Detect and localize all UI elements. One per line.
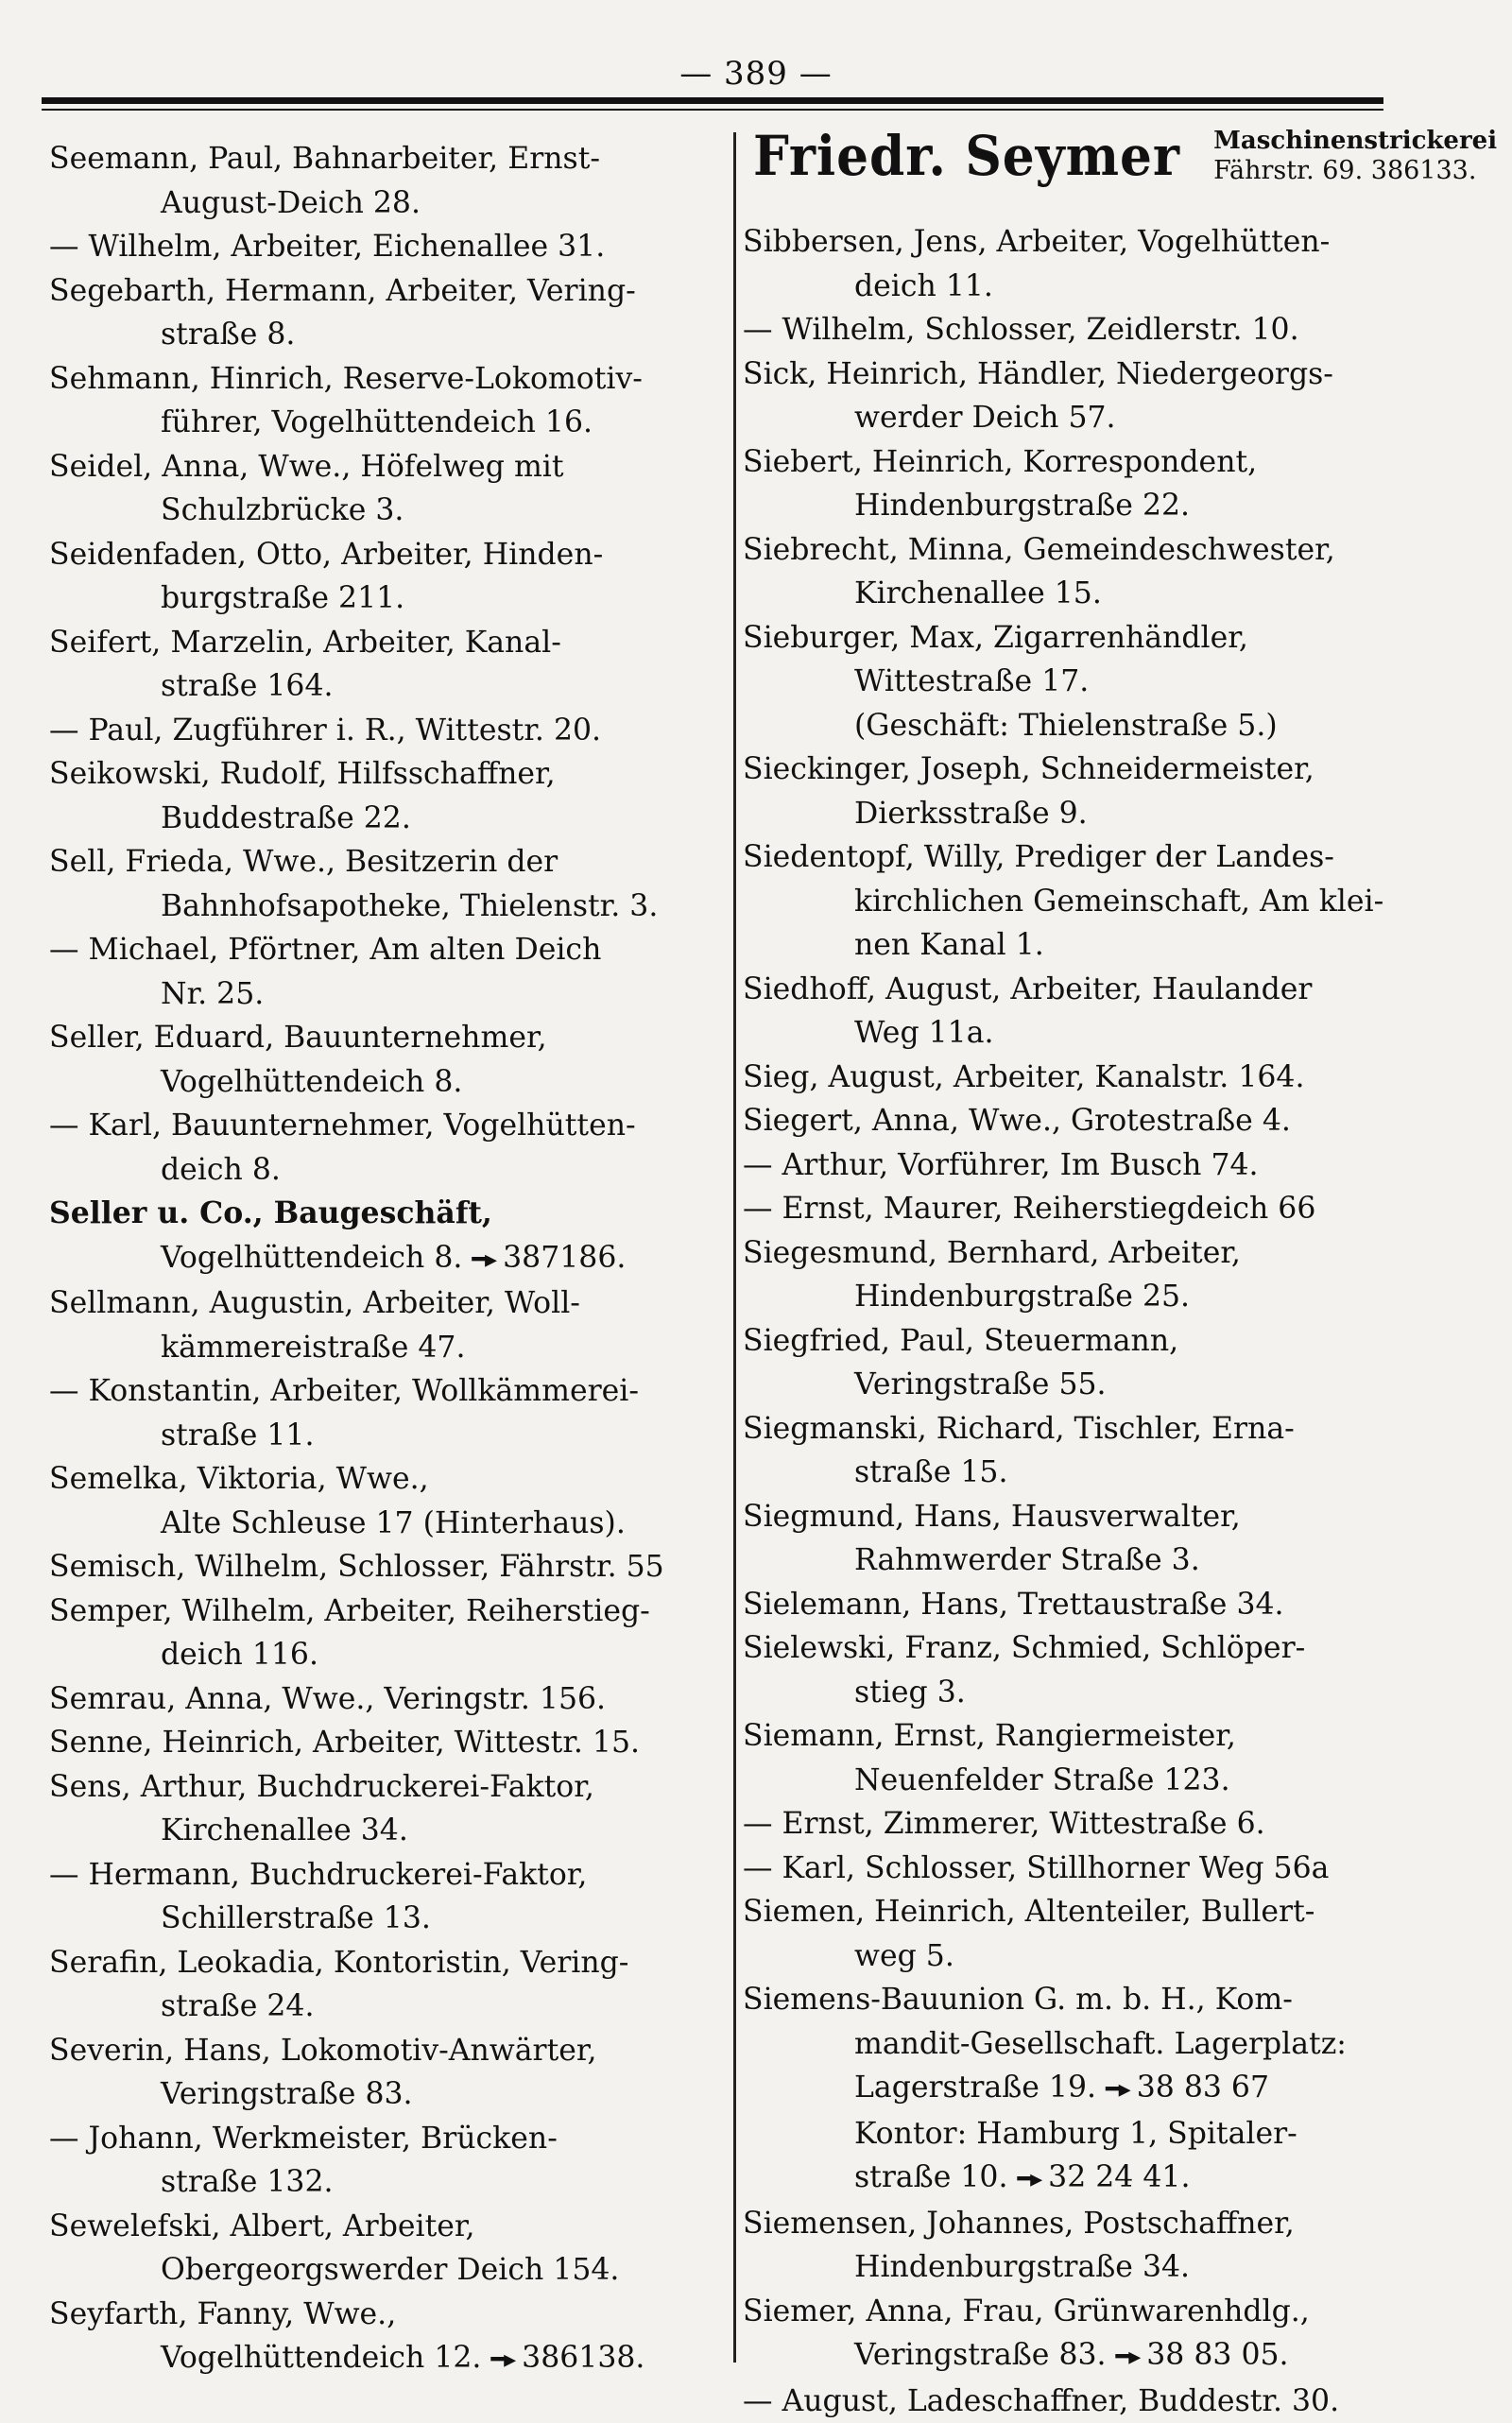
entry-text: Siegert, Anna, Wwe., Grotestraße 4.: [743, 1104, 1291, 1138]
directory-entry: [49, 1721, 711, 1765]
entry-text: straße 132.: [161, 2165, 334, 2199]
directory-entry: [49, 2117, 711, 2205]
entry-name-line: [743, 2380, 1404, 2423]
directory-entry: [743, 1143, 1404, 1188]
directory-entry: [743, 440, 1404, 528]
entry-text: stieg 3.: [854, 1675, 966, 1710]
entry-name-line: [49, 1765, 711, 1810]
entry-text: Obergeorgswerder Deich 154.: [161, 2253, 619, 2287]
entry-name-line: [743, 1319, 1404, 1364]
entry-text: — Wilhelm, Arbeiter, Eichenallee 31.: [49, 230, 605, 264]
entry-name-line: [49, 357, 711, 402]
entry-text: August-Deich 28.: [161, 186, 421, 220]
directory-entry: [743, 748, 1404, 835]
entry-continuation-line: [49, 2248, 711, 2293]
left-column: [49, 137, 711, 2382]
entry-text: Buddestraße 22.: [161, 801, 411, 835]
entry-text: Sehmann, Hinrich, Reserve-Lokomotiv-: [49, 362, 643, 396]
entry-text: Kontor: Hamburg 1, Spitaler-: [854, 2117, 1297, 2151]
entry-continuation-line: [743, 1934, 1404, 1979]
entry-text: — Johann, Werkmeister, Brücken-: [49, 2122, 558, 2156]
entry-text: Schillerstraße 13.: [161, 1901, 431, 1935]
entry-text: Seidenfaden, Otto, Arbeiter, Hinden-: [49, 538, 603, 572]
entry-text: Vogelhüttendeich 8.: [161, 1065, 462, 1099]
directory-entry: [743, 1407, 1404, 1495]
entry-text: mandit-Gesellschaft. Lagerplatz:: [854, 2027, 1347, 2061]
entry-continuation-line: [49, 1236, 711, 1282]
ad-address-phone: Fährstr. 69. 386133.: [1213, 156, 1497, 186]
entry-name-line: [743, 1143, 1404, 1188]
entry-continuation-line: [49, 1809, 711, 1853]
entry-continuation-line: [743, 1538, 1404, 1583]
entry-continuation-line: [743, 1671, 1404, 1715]
entry-text: straße 15.: [854, 1455, 1007, 1489]
directory-entry: [49, 1192, 711, 1281]
directory-entry: [49, 709, 711, 753]
directory-entry: [49, 1590, 711, 1677]
entry-text: Siemensen, Johannes, Postschaffner,: [743, 2207, 1295, 2241]
entry-continuation-line: [49, 1633, 711, 1677]
entry-text: — Arthur, Vorführer, Im Busch 74.: [743, 1148, 1259, 1182]
phone-number: 32 24 41.: [1048, 2160, 1190, 2194]
entry-text: Sibbersen, Jens, Arbeiter, Vogelhütten-: [743, 225, 1330, 259]
entry-text: Neuenfelder Straße 123.: [854, 1763, 1230, 1797]
entry-text: Seemann, Paul, Bahnarbeiter, Ernst-: [49, 142, 600, 176]
entry-name-line: [743, 2202, 1404, 2246]
entry-text: Siemens-Bauunion G. m. b. H., Kom-: [743, 1983, 1293, 2017]
directory-entry: [49, 445, 711, 533]
entry-name-line: [743, 1802, 1404, 1847]
directory-entry: [49, 269, 711, 357]
entry-continuation-line: [49, 1897, 711, 1941]
entry-text: kämmereistraße 47.: [161, 1331, 465, 1365]
entry-text: Sielewski, Franz, Schmied, Schlöper-: [743, 1631, 1305, 1665]
directory-entry: [49, 1281, 711, 1369]
directory-entry: [743, 1099, 1404, 1143]
directory-entry: [743, 2290, 1404, 2380]
phone-number: 387186.: [503, 1241, 626, 1275]
directory-entry: [49, 137, 711, 225]
entry-name-line: [743, 352, 1404, 397]
entry-name-line: [743, 308, 1404, 352]
entry-text: — August, Ladeschaffner, Buddestr. 30.: [743, 2384, 1339, 2418]
entry-name-line: [49, 445, 711, 490]
entry-name-line: [743, 1056, 1404, 1100]
directory-entry: [49, 1104, 711, 1192]
entry-continuation-line: [49, 489, 711, 533]
entry-name-line: [49, 1545, 711, 1590]
directory-entry: [49, 752, 711, 840]
entry-text: — Paul, Zugführer i. R., Wittestr. 20.: [49, 713, 601, 748]
entry-text: Sellmann, Augustin, Arbeiter, Woll-: [49, 1286, 580, 1320]
entry-text: Senne, Heinrich, Arbeiter, Wittestr. 15.: [49, 1726, 640, 1760]
entry-continuation-line: [49, 2336, 711, 2382]
entry-continuation-line: [743, 396, 1404, 440]
directory-entry: [743, 308, 1404, 352]
entry-name-line: [49, 1721, 711, 1765]
entry-text: Rahmwerder Straße 3.: [854, 1543, 1200, 1577]
entry-name-line: [49, 752, 711, 797]
telephone-icon: ━▸: [490, 2346, 514, 2374]
directory-entry: [743, 1802, 1404, 1847]
directory-entry: [743, 1714, 1404, 1802]
entry-text: Sick, Heinrich, Händler, Niedergeorgs-: [743, 357, 1333, 391]
entry-continuation-line: [743, 2112, 1404, 2157]
entry-text: Hindenburgstraße 25.: [854, 1280, 1190, 1314]
entry-name-line: [743, 1714, 1404, 1759]
entry-name-line: [743, 440, 1404, 485]
entry-text: Siemer, Anna, Frau, Grünwarenhdlg.,: [743, 2294, 1310, 2328]
directory-entry: [49, 1369, 711, 1457]
entry-continuation-line: [49, 1502, 711, 1546]
entry-name-line: [743, 1626, 1404, 1671]
directory-entry: [743, 1626, 1404, 1714]
entry-continuation-line: [743, 2022, 1404, 2067]
entry-text: Siegfried, Paul, Steuermann,: [743, 1324, 1178, 1358]
advertisement-box: [740, 119, 1392, 193]
entry-continuation-line: [49, 1985, 711, 2029]
entry-continuation-line: [743, 880, 1404, 924]
entry-name-line: [49, 533, 711, 577]
entry-name-line: [743, 616, 1404, 661]
entry-name-line: [49, 1677, 711, 1722]
entry-text: — Wilhelm, Schlosser, Zeidlerstr. 10.: [743, 313, 1299, 347]
telephone-icon: ━▸: [1017, 2165, 1040, 2193]
entry-text: Kirchenallee 15.: [854, 576, 1102, 610]
entry-name-line: [49, 2205, 711, 2249]
entry-text: Sieckinger, Joseph, Schneidermeister,: [743, 752, 1314, 786]
entry-text: führer, Vogelhüttendeich 16.: [161, 405, 593, 439]
entry-continuation-line: [743, 792, 1404, 836]
directory-entry: [743, 220, 1404, 308]
directory-entry: [49, 1545, 711, 1590]
entry-text: Vogelhüttendeich 12.: [161, 2341, 481, 2375]
entry-text: werder Deich 57.: [854, 401, 1116, 435]
entry-name-line: [743, 1407, 1404, 1452]
directory-entry: [743, 1056, 1404, 1100]
entry-continuation-line: [743, 2333, 1404, 2380]
entry-name-line: [743, 1187, 1404, 1231]
directory-entry: [743, 1890, 1404, 1978]
entry-name-line: [743, 748, 1404, 792]
entry-text: — Ernst, Zimmerer, Wittestraße 6.: [743, 1807, 1265, 1841]
directory-entry: [49, 1853, 711, 1941]
entry-name-line: [49, 1590, 711, 1634]
entry-continuation-line: [743, 1451, 1404, 1495]
entry-text: Sieburger, Max, Zigarrenhändler,: [743, 621, 1248, 655]
entry-continuation-line: [49, 2072, 711, 2117]
entry-name-line: [49, 840, 711, 885]
directory-entry: [49, 357, 711, 445]
entry-text: Severin, Hans, Lokomotiv-Anwärter,: [49, 2034, 597, 2068]
entry-name-line: [49, 2117, 711, 2161]
entry-text: Siemen, Heinrich, Altenteiler, Bullert-: [743, 1895, 1314, 1929]
entry-name-line: [49, 269, 711, 314]
entry-text: — Ernst, Maurer, Reiherstiegdeich 66: [743, 1192, 1315, 1226]
entry-text: Veringstraße 55.: [854, 1367, 1107, 1401]
entry-text: Vogelhüttendeich 8.: [161, 1241, 462, 1275]
entry-continuation-line: [49, 1414, 711, 1458]
entry-continuation-line: [743, 484, 1404, 528]
entry-text: Siegmanski, Richard, Tischler, Erna-: [743, 1412, 1295, 1446]
telephone-icon: ━▸: [1106, 2075, 1129, 2104]
entry-text: Seyfarth, Fanny, Wwe.,: [49, 2297, 396, 2331]
directory-entry: [49, 928, 711, 1016]
directory-entry: [743, 616, 1404, 748]
entry-text: straße 164.: [161, 669, 334, 703]
entry-continuation-line: [743, 2066, 1404, 2112]
ad-company-name: Friedr. Seymer: [753, 124, 1180, 188]
entry-text: Semrau, Anna, Wwe., Veringstr. 156.: [49, 1682, 606, 1716]
entry-text: Hindenburgstraße 22.: [854, 489, 1190, 523]
entry-text: Semelka, Viktoria, Wwe.,: [49, 1462, 429, 1496]
entry-text: Siebert, Heinrich, Korrespondent,: [743, 445, 1257, 479]
column-divider: [733, 132, 736, 2363]
directory-entry: [49, 1016, 711, 1104]
entry-name-line: [49, 137, 711, 181]
entry-text: burgstraße 211.: [161, 581, 404, 615]
directory-entry: [49, 2293, 711, 2382]
entry-text: Sieg, August, Arbeiter, Kanalstr. 164.: [743, 1060, 1304, 1094]
entry-continuation-line: [743, 2245, 1404, 2290]
entry-name-line: [743, 1495, 1404, 1539]
directory-entry: [49, 2205, 711, 2293]
directory-entry: [49, 1941, 711, 2029]
entry-name-line: [743, 968, 1404, 1012]
entry-text: — Konstantin, Arbeiter, Wollkämmerei-: [49, 1374, 639, 1408]
entry-text: Weg 11a.: [854, 1016, 994, 1050]
phone-number: 386138.: [522, 2341, 644, 2375]
entry-text: Sens, Arthur, Buchdruckerei-Faktor,: [49, 1770, 594, 1804]
entry-name-line: [49, 1016, 711, 1060]
entry-continuation-line: [743, 923, 1404, 968]
entry-text: straße 24.: [161, 1989, 314, 2023]
directory-entry: [743, 1187, 1404, 1231]
entry-continuation-line: [743, 1759, 1404, 1803]
page-number: — 389 —: [0, 55, 1512, 93]
entry-text: Siedentopf, Willy, Prediger der Landes-: [743, 840, 1334, 874]
directory-entry: [743, 835, 1404, 968]
entry-text: kirchlichen Gemeinschaft, Am klei-: [854, 885, 1383, 919]
entry-continuation-line: [49, 885, 711, 929]
entry-continuation-line: [743, 1011, 1404, 1056]
entry-text: Seller, Eduard, Bauunternehmer,: [49, 1021, 547, 1055]
entry-text: Siemann, Ernst, Rangiermeister,: [743, 1719, 1236, 1753]
entry-text: Seller u. Co., Baugeschäft,: [49, 1195, 492, 1230]
directory-entry: [743, 528, 1404, 616]
entry-text: straße 11.: [161, 1418, 314, 1452]
entry-text: — Michael, Pförtner, Am alten Deich: [49, 933, 601, 967]
ad-info: [1213, 126, 1497, 186]
entry-text: deich 11.: [854, 269, 993, 303]
entry-name-line: [49, 1457, 711, 1502]
entry-text: Wittestraße 17.: [854, 664, 1089, 698]
entry-text: Seifert, Marzelin, Arbeiter, Kanal-: [49, 626, 561, 660]
directory-entry: [743, 1231, 1404, 1319]
phone-number: 38 83 05.: [1146, 2338, 1288, 2372]
entry-continuation-line: [49, 1326, 711, 1370]
directory-entry: [743, 1583, 1404, 1627]
entry-text: Kirchenallee 34.: [161, 1813, 408, 1847]
entry-text: (Geschäft: Thielenstraße 5.): [854, 709, 1278, 743]
right-column: [743, 220, 1404, 2423]
entry-text: straße 10.: [854, 2160, 1007, 2194]
ad-business-type: Maschinenstrickerei: [1213, 126, 1497, 156]
directory-entry: [743, 2380, 1404, 2423]
entry-text: — Karl, Schlosser, Stillhorner Weg 56a: [743, 1851, 1329, 1885]
entry-continuation-line: [743, 572, 1404, 616]
directory-entry: [743, 1847, 1404, 1891]
entry-continuation-line: [49, 313, 711, 357]
entry-name-line: [49, 1369, 711, 1414]
entry-text: Siegesmund, Bernhard, Arbeiter,: [743, 1236, 1241, 1270]
entry-name-line: [49, 1853, 711, 1898]
directory-entry: [743, 1495, 1404, 1583]
entry-text: Seidel, Anna, Wwe., Höfelweg mit: [49, 450, 564, 484]
entry-name-line: [743, 1583, 1404, 1627]
entry-continuation-line: [49, 1148, 711, 1193]
entry-text: Sewelefski, Albert, Arbeiter,: [49, 2209, 475, 2243]
entry-continuation-line: [743, 1275, 1404, 1319]
entry-text: Sielemann, Hans, Trettaustraße 34.: [743, 1588, 1284, 1622]
directory-entry: [49, 2029, 711, 2117]
entry-name-line: [743, 835, 1404, 880]
entry-continuation-line: [743, 1363, 1404, 1407]
entry-continuation-line: [49, 2160, 711, 2205]
entry-name-line: [49, 1281, 711, 1326]
directory-entry: [49, 225, 711, 269]
telephone-icon: ━▸: [1116, 2343, 1140, 2371]
entry-text: Bahnhofsapotheke, Thielenstr. 3.: [161, 889, 658, 923]
directory-entry: [49, 1457, 711, 1545]
entry-text: Semper, Wilhelm, Arbeiter, Reiherstieg-: [49, 1594, 650, 1628]
entry-continuation-line: [743, 704, 1404, 748]
entry-continuation-line: [743, 660, 1404, 704]
header-rule-thin: [42, 109, 1383, 111]
entry-name-line: [743, 2290, 1404, 2334]
entry-name-line: [743, 528, 1404, 573]
entry-text: — Hermann, Buchdruckerei-Faktor,: [49, 1858, 587, 1892]
entry-text: Nr. 25.: [161, 977, 264, 1011]
entry-text: deich 8.: [161, 1153, 281, 1187]
entry-name-line: [743, 1231, 1404, 1276]
entry-continuation-line: [49, 972, 711, 1017]
directory-entry: [49, 1765, 711, 1853]
entry-continuation-line: [49, 664, 711, 709]
entry-text: Veringstraße 83.: [854, 2338, 1107, 2372]
entry-text: Veringstraße 83.: [161, 2077, 413, 2111]
entry-text: Alte Schleuse 17 (Hinterhaus).: [161, 1506, 626, 1540]
entry-name-line: [49, 2293, 711, 2337]
directory-entry: [743, 968, 1404, 1056]
entry-text: Serafin, Leokadia, Kontoristin, Vering-: [49, 1946, 628, 1980]
directory-entry: [743, 1319, 1404, 1407]
directory-entry: [49, 621, 711, 709]
entry-text: — Karl, Bauunternehmer, Vogelhütten-: [49, 1108, 636, 1143]
entry-continuation-line: [743, 2156, 1404, 2202]
directory-entry: [49, 533, 711, 621]
entry-continuation-line: [743, 265, 1404, 309]
entry-name-line: [49, 621, 711, 665]
entry-continuation-line: [49, 1060, 711, 1105]
entry-text: nen Kanal 1.: [854, 928, 1044, 962]
entry-text: Sell, Frieda, Wwe., Besitzerin der: [49, 845, 558, 879]
entry-name-line: [49, 1192, 711, 1236]
entry-text: deich 116.: [161, 1638, 318, 1672]
entry-continuation-line: [49, 401, 711, 445]
entry-name-line: [743, 220, 1404, 265]
entry-text: Lagerstraße 19.: [854, 2071, 1096, 2105]
entry-name-line: [49, 225, 711, 269]
entry-continuation-line: [49, 181, 711, 226]
entry-name-line: [49, 2029, 711, 2073]
entry-name-line: [743, 1099, 1404, 1143]
entry-name-line: [49, 1104, 711, 1148]
entry-name-line: [49, 709, 711, 753]
directory-entry: [743, 352, 1404, 440]
entry-text: Hindenburgstraße 34.: [854, 2250, 1190, 2284]
entry-text: Schulzbrücke 3.: [161, 493, 404, 527]
entry-text: Segebarth, Hermann, Arbeiter, Vering-: [49, 274, 636, 308]
entry-text: Dierksstraße 9.: [854, 797, 1088, 831]
entry-name-line: [743, 1890, 1404, 1934]
entry-name-line: [49, 928, 711, 972]
header-rule-thick: [42, 97, 1383, 104]
phone-number: 38 83 67: [1137, 2071, 1269, 2105]
entry-text: Siegmund, Hans, Hausverwalter,: [743, 1500, 1241, 1534]
entry-text: Siebrecht, Minna, Gemeindeschwester,: [743, 533, 1335, 567]
entry-continuation-line: [49, 797, 711, 841]
entry-text: Siedhoff, August, Arbeiter, Haulander: [743, 972, 1312, 1006]
entry-text: straße 8.: [161, 318, 295, 352]
entry-name-line: [49, 1941, 711, 1985]
entry-name-line: [743, 1978, 1404, 2022]
entry-name-line: [743, 1847, 1404, 1891]
entry-text: weg 5.: [854, 1939, 954, 1973]
directory-entry: [49, 840, 711, 928]
directory-entry: [49, 1677, 711, 1722]
entry-continuation-line: [49, 576, 711, 621]
directory-entry: [743, 2202, 1404, 2290]
directory-entry: [743, 1978, 1404, 2202]
entry-text: Seikowski, Rudolf, Hilfsschaffner,: [49, 757, 556, 791]
entry-text: Semisch, Wilhelm, Schlosser, Fährstr. 55: [49, 1550, 664, 1584]
telephone-icon: ━▸: [472, 1246, 495, 1274]
